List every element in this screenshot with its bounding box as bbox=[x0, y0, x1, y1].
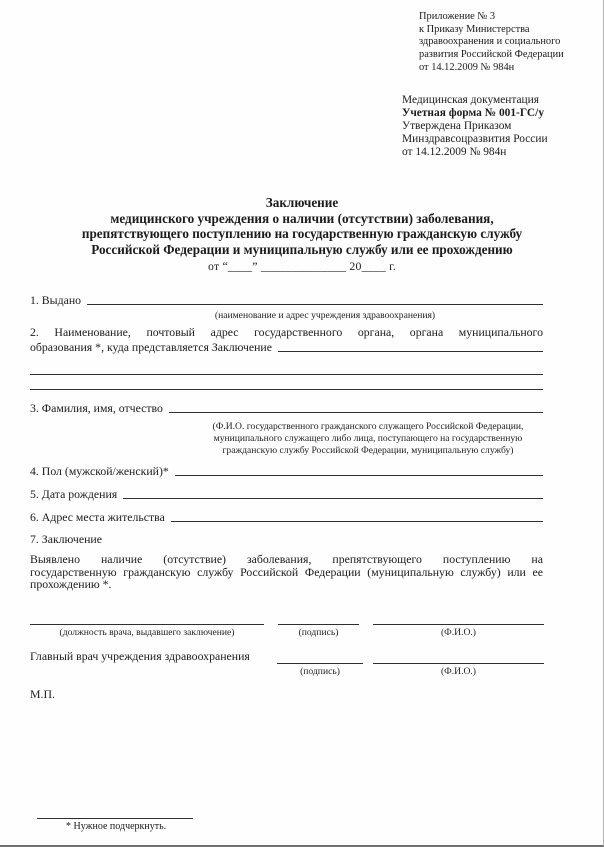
form-title-line: Российской Федерации и муниципальную службу или ее прохождению bbox=[91, 242, 513, 258]
footnote-text: * Нужное подчеркнуть. bbox=[66, 821, 167, 832]
blank-field-address bbox=[171, 510, 543, 522]
field-full-name bbox=[30, 401, 543, 415]
doctor-position-signature-line: (должность врача, выдавшего заключение) bbox=[30, 624, 264, 638]
conclusion-paragraph bbox=[30, 553, 543, 591]
field-sex-label: 4. Пол (мужской/женский)* bbox=[30, 464, 169, 478]
blank-field-organ-name bbox=[278, 340, 543, 352]
conclusion-line: Выявлено наличие (отсутствие) заболевания, препятствующего поступлению на bbox=[30, 552, 543, 566]
form-title-line: Заключение bbox=[265, 195, 339, 210]
field-birth-date-label: 5. Дата рождения bbox=[30, 487, 118, 501]
field-conclusion-label: 7. Заключение bbox=[30, 532, 102, 546]
doctor-name-line: (Ф.И.О.) bbox=[373, 624, 544, 638]
chief-physician-label: Главный врач учреждения здравоохранения bbox=[30, 649, 250, 663]
doc-designation-line: Медицинская документация bbox=[402, 94, 539, 106]
form-number: Учетная форма № 001-ГС/у bbox=[402, 106, 545, 119]
field-full-name-caption bbox=[185, 421, 551, 457]
doc-designation-line: Утверждена Приказом bbox=[402, 119, 512, 132]
caption-line: (Ф.И.О. государственного гражданского служащего Российской Федерации, bbox=[212, 421, 524, 432]
appendix-line: здравоохранения и социального bbox=[419, 36, 561, 48]
blank-line bbox=[30, 389, 543, 390]
form-date-line: от “____” ______________ 20____ г. bbox=[208, 258, 396, 273]
form-title bbox=[30, 195, 574, 275]
blank-line bbox=[30, 374, 543, 375]
caption-line: муниципального служащего либо лица, поступающего на государственную bbox=[213, 433, 523, 444]
field-organ-name-line1: 2. Наименование, почтовый адрес государственного органа, органа муниципального bbox=[30, 325, 543, 339]
field-issued-by bbox=[30, 293, 543, 307]
field-birth-date bbox=[30, 487, 543, 501]
doc-designation bbox=[402, 94, 548, 159]
field-sex bbox=[30, 464, 543, 478]
blank-field-issued-by bbox=[87, 293, 543, 305]
field-full-name-label: 3. Фамилия, имя, отчество bbox=[30, 401, 163, 415]
stamp-placeholder: М.П. bbox=[30, 687, 55, 701]
field-issued-by-caption: (наименование и адрес учреждения здравоохранения) bbox=[214, 310, 436, 321]
field-address-label: 6. Адрес места жительства bbox=[30, 510, 165, 524]
doc-designation-line: Минздравсоцразвития России bbox=[402, 132, 548, 145]
conclusion-line: государственную гражданскую службу Российской Федерации (муниципальную службу) или ее bbox=[30, 564, 543, 579]
field-issued-by-label: 1. Выдано bbox=[30, 293, 82, 307]
appendix-line: развития Российской Федерации bbox=[419, 49, 564, 61]
blank-field-full-name bbox=[169, 401, 543, 413]
appendix-line: Приложение № 3 bbox=[419, 11, 496, 22]
caption-line: гражданскую службу Российской Федерации, муниципальную службу) bbox=[222, 445, 514, 456]
blank-field-sex bbox=[175, 464, 543, 476]
field-address bbox=[30, 510, 543, 524]
doctor-sign-line: (подпись) bbox=[278, 624, 359, 638]
chief-name-line: (Ф.И.О.) bbox=[373, 663, 544, 677]
appendix-line: к Приказу Министерства bbox=[419, 23, 530, 35]
appendix-line: от 14.12.2009 № 984н bbox=[419, 61, 515, 73]
conclusion-line: прохождению *. bbox=[30, 577, 112, 591]
form-title-line: препятствующего поступлению на государственную гражданскую службу bbox=[81, 226, 523, 242]
blank-field-birth-date bbox=[123, 487, 543, 499]
field-organ-name-line2 bbox=[30, 340, 543, 354]
field-organ-name-label: образования *, куда представляется Заключение bbox=[30, 340, 272, 354]
doc-designation-line: от 14.12.2009 № 984н bbox=[402, 145, 507, 158]
chief-sign-line: (подпись) bbox=[277, 663, 363, 677]
form-title-line: медицинского учреждения о наличии (отсутствии) заболевания, bbox=[110, 210, 494, 226]
footnote-rule bbox=[37, 818, 193, 819]
appendix-note bbox=[419, 11, 564, 75]
